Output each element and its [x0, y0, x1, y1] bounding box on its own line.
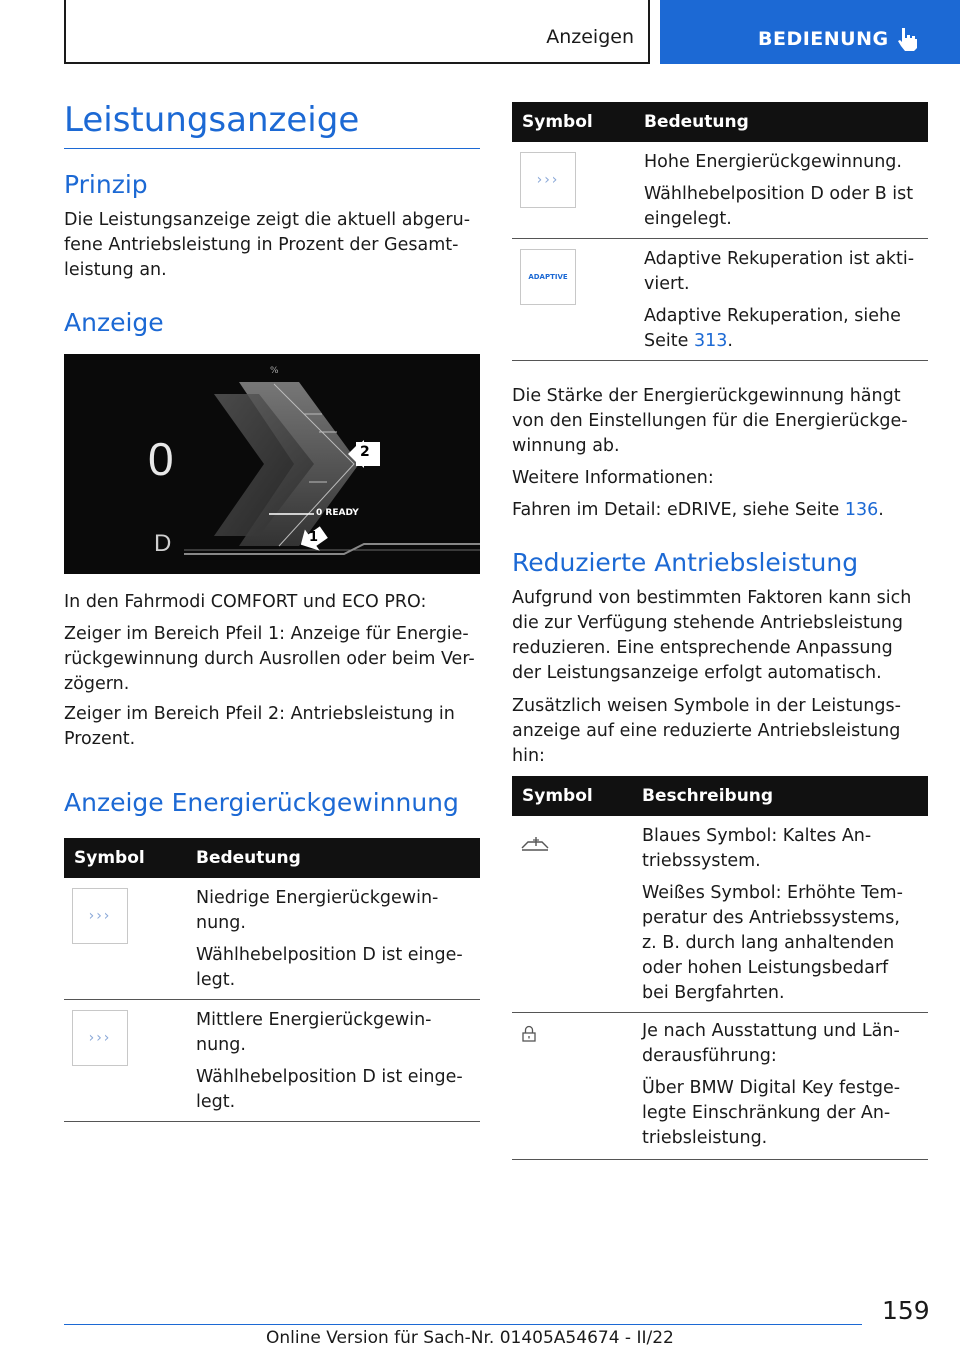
page-link-313[interactable]: 313 — [693, 331, 728, 351]
text-line: . — [878, 500, 884, 520]
row-description — [642, 1019, 900, 1158]
text-line: anzeige auf eine reduzierte Antriebsleistung — [512, 721, 901, 741]
text-line: Aufgrund von bestimmten Faktoren kann sich — [512, 588, 912, 608]
text-line: rückgewinnung durch Ausrollen oder beim Ver- — [64, 649, 475, 669]
text-line: Prozent. — [64, 729, 136, 749]
text-line: Niedrige Energierückgewin- — [196, 888, 439, 908]
text-line: Blaues Symbol: Kaltes An- — [642, 826, 872, 846]
symbol-glyph: ››› — [88, 908, 112, 924]
speed-value: 0 — [148, 433, 174, 485]
text-line: legte Einschränkung der An- — [642, 1103, 891, 1123]
heading-reduziert: Reduzierte Antriebsleistung — [512, 548, 859, 577]
text-line: z. B. durch lang anhaltenden — [642, 933, 895, 953]
row-description — [644, 150, 913, 239]
text-line: winnung ab. — [512, 436, 620, 456]
row-description — [644, 247, 914, 361]
table-row — [512, 816, 928, 1013]
text-line: viert. — [644, 274, 690, 294]
percent-label: % — [270, 366, 279, 376]
row-description — [642, 824, 903, 1013]
text-line: peratur des Antriebssystems, — [642, 908, 900, 928]
col-header-meaning: Bedeutung — [644, 112, 749, 132]
row-description — [196, 1008, 463, 1122]
header-chapter-tab — [660, 0, 960, 64]
prinzip-text — [64, 208, 470, 283]
text-line: bei Bergfahrten. — [642, 983, 785, 1003]
text-line: legt. — [196, 970, 236, 990]
text-line: Wählhebelposition D ist einge- — [196, 1067, 463, 1087]
energy-recovery-table-1 — [64, 838, 480, 1122]
header-section-box — [64, 0, 650, 64]
table-row — [64, 1000, 480, 1122]
text-line: Hohe Energierückgewinnung. — [644, 152, 902, 172]
text-line: Adaptive Rekuperation ist akti- — [644, 249, 915, 269]
pfeil2-text — [64, 702, 455, 752]
col-header-symbol: Symbol — [74, 848, 145, 868]
text-line: Zeiger im Bereich Pfeil 1: Anzeige für Energie- — [64, 624, 469, 644]
callout-number-1: 1 — [309, 530, 319, 545]
text-line: hin: — [512, 746, 545, 766]
col-header-description: Beschreibung — [642, 786, 774, 806]
power-display-image — [64, 354, 480, 574]
ready-label: 0 READY — [316, 508, 359, 518]
text-line: Wählhebelposition D ist einge- — [196, 945, 463, 965]
text-line: Zusätzlich weisen Symbole in der Leistungs- — [512, 696, 901, 716]
drivetrain-temperature-icon — [520, 836, 550, 852]
high-recovery-symbol-icon — [520, 152, 576, 208]
text-line: nung. — [196, 913, 246, 933]
text-line: die zur Verfügung stehende Antriebsleistung — [512, 613, 903, 633]
text-line: eingelegt. — [644, 209, 732, 229]
text-line: legt. — [196, 1092, 236, 1112]
symbol-glyph: ADAPTIVE — [528, 273, 568, 281]
text-line: Zeiger im Bereich Pfeil 2: Antriebsleistung in — [64, 704, 455, 724]
text-line: derausführung: — [642, 1046, 777, 1066]
zusaetzlich-text — [512, 694, 901, 769]
header-chapter-title: BEDIENUNG — [758, 28, 889, 50]
table-header — [512, 102, 928, 142]
text-line: der Leistungsanzeige erfolgt automatisch. — [512, 663, 882, 683]
text-line: leistung an. — [64, 260, 167, 280]
energy-recovery-table-2 — [512, 102, 928, 361]
callout-number-2: 2 — [360, 444, 370, 460]
text-line: Weißes Symbol: Erhöhte Tem- — [642, 883, 903, 903]
text-line: fene Antriebsleistung in Prozent der Gesamt- — [64, 235, 459, 255]
text-line: oder hohen Leistungsbedarf — [642, 958, 889, 978]
table-row — [512, 239, 928, 361]
heading-anzeige: Anzeige — [64, 308, 164, 337]
heading-energie: Anzeige Energierückgewinnung — [64, 788, 459, 817]
col-header-symbol: Symbol — [522, 112, 593, 132]
text-line: triebssystem. — [642, 851, 761, 871]
table-header — [512, 776, 928, 816]
medium-recovery-symbol-icon — [72, 1010, 128, 1066]
col-header-meaning: Bedeutung — [196, 848, 301, 868]
text-line: nung. — [196, 1035, 246, 1055]
pointing-hand-icon — [896, 26, 920, 52]
table-row — [64, 878, 480, 1000]
heading-prinzip: Prinzip — [64, 170, 148, 199]
text-line: Je nach Ausstattung und Län- — [642, 1021, 900, 1041]
symbol-glyph: ››› — [536, 172, 560, 188]
text-line: Die Leistungsanzeige zeigt die aktuell abgeru- — [64, 210, 471, 230]
low-recovery-symbol-icon — [72, 888, 128, 944]
footer-text: Online Version für Sach-Nr. 01405A54674 - II/22 — [266, 1328, 674, 1348]
text-line: Fahren im Detail: eDRIVE, siehe Seite — [512, 500, 845, 520]
symbol-glyph: ››› — [88, 1030, 112, 1046]
text-line: Wählhebelposition D oder B ist — [644, 184, 914, 204]
text-line: Über BMW Digital Key festge- — [642, 1078, 901, 1098]
fahren-text — [512, 498, 884, 523]
row-description — [196, 886, 463, 1000]
text-line: Die Stärke der Energierückgewinnung hängt — [512, 386, 901, 406]
digital-key-lock-icon — [520, 1025, 538, 1043]
adaptive-recuperation-symbol-icon — [520, 249, 576, 305]
staerke-text — [512, 384, 908, 459]
weitere-text: Weitere Informationen: — [512, 468, 714, 488]
pfeil1-text — [64, 622, 475, 697]
text-line: Seite — [644, 331, 694, 351]
reduziert-text — [512, 586, 911, 686]
page-link-136[interactable]: 136 — [844, 500, 879, 520]
text-line: Mittlere Energierückgewin- — [196, 1010, 432, 1030]
power-gauge-graphic — [64, 354, 480, 574]
table-header — [64, 838, 480, 878]
text-line: . — [727, 331, 733, 351]
text-line: triebsleistung. — [642, 1128, 768, 1148]
header-section-title: Anzeigen — [546, 26, 634, 48]
col-header-symbol: Symbol — [522, 786, 593, 806]
reduced-power-table — [512, 776, 928, 1160]
table-row — [512, 1013, 928, 1160]
text-line: von den Einstellungen für die Energierückge- — [512, 411, 908, 431]
fahrmodi-text: In den Fahrmodi COMFORT und ECO PRO: — [64, 592, 427, 612]
page-number: 159 — [882, 1296, 930, 1325]
text-line: Adaptive Rekuperation, siehe — [644, 306, 901, 326]
gear-indicator: D — [154, 530, 172, 557]
footer-rule — [64, 1324, 862, 1325]
text-line: zögern. — [64, 674, 130, 694]
page-title: Leistungsanzeige — [64, 100, 360, 140]
title-rule — [64, 148, 480, 149]
table-row — [512, 142, 928, 239]
text-line: reduzieren. Eine entsprechende Anpassung — [512, 638, 893, 658]
